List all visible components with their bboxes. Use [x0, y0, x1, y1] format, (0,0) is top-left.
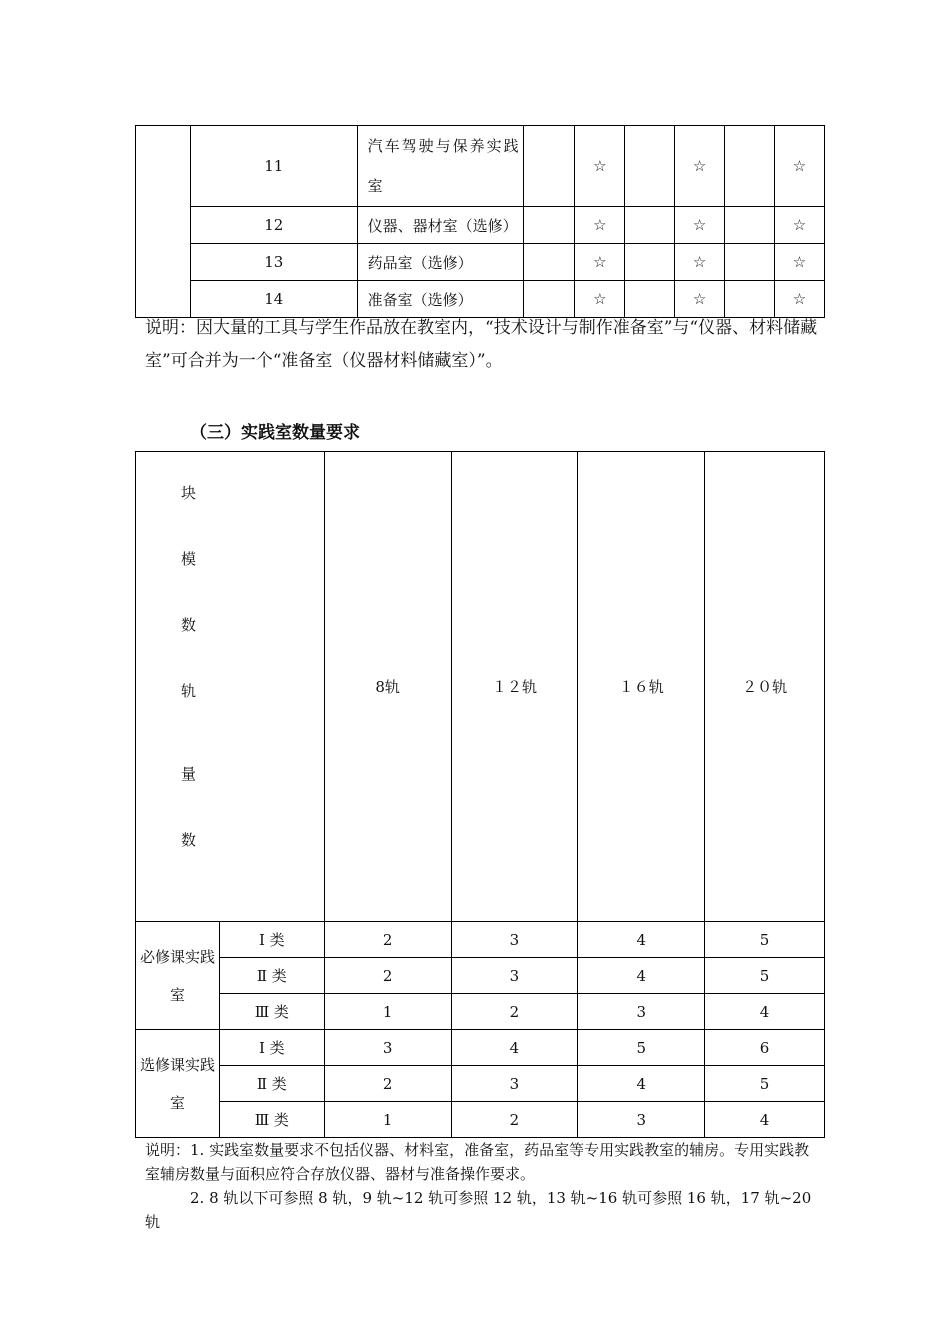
value-cell: 5: [578, 1030, 705, 1066]
table-row: [136, 207, 825, 244]
table-row: [136, 1102, 825, 1138]
value-cell: 3: [451, 1066, 578, 1102]
value-cell: 2: [451, 1102, 578, 1138]
value-cell: 5: [705, 1066, 825, 1102]
mark-cell: ☆: [575, 126, 625, 207]
class-label: Ⅱ 类: [219, 1066, 324, 1102]
corner-char: 块: [181, 484, 197, 502]
value-cell: 2: [451, 994, 578, 1030]
row-number: 13: [190, 244, 357, 281]
mark-cell: ☆: [775, 281, 825, 318]
value-cell: 2: [324, 922, 451, 958]
value-cell: 4: [578, 958, 705, 994]
mark-cell: ☆: [575, 244, 625, 281]
table-row: [136, 1066, 825, 1102]
value-cell: 3: [578, 1102, 705, 1138]
class-label: Ⅰ 类: [219, 1030, 324, 1066]
value-cell: 4: [578, 922, 705, 958]
footnote-line: 说明：1. 实践室数量要求不包括仪器、材料室，准备室，药品室等专用实践教室的辅房。专用实践教室辅房数量与面积应符合存放仪器、器材与准备操作要求。: [145, 1141, 810, 1183]
column-header: １２轨: [451, 452, 578, 922]
table-row: [136, 994, 825, 1030]
mark-cell: ☆: [675, 126, 725, 207]
header-row: [136, 452, 825, 922]
mark-cell: [524, 126, 575, 207]
value-cell: 3: [451, 958, 578, 994]
value-cell: 2: [324, 1066, 451, 1102]
mark-cell: ☆: [675, 207, 725, 244]
class-label: Ⅲ 类: [219, 1102, 324, 1138]
group-label: 必修课实践室: [136, 922, 220, 1030]
section-heading: （三）实践室数量要求: [190, 423, 360, 443]
mark-cell: [625, 126, 675, 207]
value-cell: 3: [578, 994, 705, 1030]
class-label: Ⅰ 类: [219, 922, 324, 958]
room-quantity-table: [135, 451, 825, 1138]
value-cell: 5: [705, 958, 825, 994]
mark-cell: [725, 244, 775, 281]
mark-cell: ☆: [775, 244, 825, 281]
mark-cell: ☆: [775, 207, 825, 244]
table-row: [136, 958, 825, 994]
class-label: Ⅱ 类: [219, 958, 324, 994]
row-number: 11: [190, 126, 357, 207]
mark-cell: ☆: [775, 126, 825, 207]
room-name: 药品室（选修）: [357, 244, 524, 281]
mark-cell: ☆: [675, 281, 725, 318]
value-cell: 3: [324, 1030, 451, 1066]
corner-char: 数: [181, 831, 197, 849]
row-number: 12: [190, 207, 357, 244]
group-label: 选修课实践室: [136, 1030, 220, 1138]
row-number: 14: [190, 281, 357, 318]
column-header: １６轨: [578, 452, 705, 922]
corner-char: 轨: [181, 682, 197, 700]
value-cell: 2: [324, 958, 451, 994]
mark-cell: ☆: [575, 207, 625, 244]
value-cell: 3: [451, 922, 578, 958]
value-cell: 1: [324, 994, 451, 1030]
mark-cell: [725, 126, 775, 207]
class-label: Ⅲ 类: [219, 994, 324, 1030]
column-header: ２０轨: [705, 452, 825, 922]
room-name: 汽车驾驶与保养实践室: [357, 126, 524, 207]
mark-cell: ☆: [575, 281, 625, 318]
table-row: [136, 1030, 825, 1066]
value-cell: 5: [705, 922, 825, 958]
footnote-line: 2. 8 轨以下可参照 8 轨，9 轨~12 轨可参照 12 轨，13 轨~16 轨可参照 16 轨，17 轨~20 轨: [145, 1189, 812, 1231]
footnote: [145, 1138, 817, 1234]
value-cell: 6: [705, 1030, 825, 1066]
corner-char: 量: [181, 765, 197, 783]
category-cell: [136, 126, 191, 318]
lab-list-table: [135, 125, 825, 318]
column-header: 8轨: [324, 452, 451, 922]
corner-char: 数: [181, 616, 197, 634]
table-row: [136, 244, 825, 281]
value-cell: 4: [705, 994, 825, 1030]
table-row: [136, 126, 825, 207]
mark-cell: [524, 244, 575, 281]
room-name: 仪器、器材室（选修）: [357, 207, 524, 244]
value-cell: 4: [578, 1066, 705, 1102]
mark-cell: [524, 207, 575, 244]
table-row: [136, 922, 825, 958]
table-note: 说明：因大量的工具与学生作品放在教室内，“技术设计与制作准备室”与“仪器、材料储藏室”可合并为一个“准备室（仪器材料储藏室）”。: [145, 318, 818, 371]
mark-cell: [625, 244, 675, 281]
mark-cell: ☆: [675, 244, 725, 281]
corner-char: 模: [181, 550, 197, 568]
corner-header: [136, 452, 325, 922]
mark-cell: [725, 207, 775, 244]
value-cell: 1: [324, 1102, 451, 1138]
value-cell: 4: [451, 1030, 578, 1066]
value-cell: 4: [705, 1102, 825, 1138]
mark-cell: [625, 207, 675, 244]
room-name: 准备室（选修）: [357, 281, 524, 318]
